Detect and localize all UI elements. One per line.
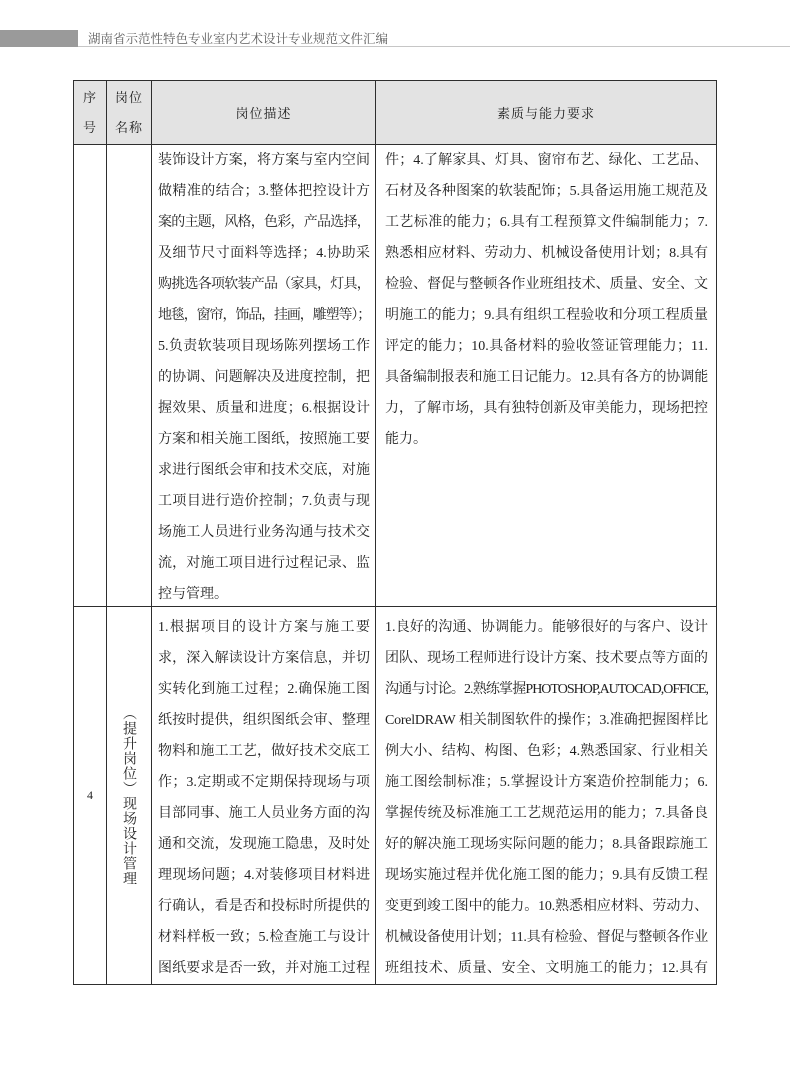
position-name-cell — [107, 607, 152, 985]
text-line: 控与管理。 — [158, 587, 228, 602]
text-line: 件；4.了解家具、灯具、窗帘布艺、绿化、工艺品、 — [385, 153, 708, 168]
text-line: 场施工人员进行业务沟通与技术交 — [158, 525, 370, 540]
text-line: 团队、现场工程师进行设计方案、技术要点等方面的 — [385, 651, 708, 666]
text-line: 购挑选各项软装产品（家具，灯具， — [158, 277, 370, 292]
text-line: 通和交流，发现施工隐患，及时处 — [158, 837, 370, 852]
text-line: 能力。 — [385, 432, 427, 447]
text-line: 求进行图纸会审和技术交底，对施 — [158, 463, 370, 478]
running-header-title: 湖南省示范性特色专业室内艺术设计专业规范文件汇编 — [88, 31, 389, 46]
header-index-label: 号 — [82, 119, 97, 135]
header-cell-position — [107, 81, 152, 145]
text-line: 施工图绘制标准；5.掌握设计方案造价控制能力；6. — [385, 775, 708, 790]
text-line: 5.负责软装项目现场陈列摆场工作 — [158, 339, 370, 354]
text-line: 理现场问题；4.对装修项目材料进 — [158, 868, 370, 883]
text-line: 例大小、结构、构图、色彩；4.熟悉国家、行业相关 — [385, 744, 708, 759]
text-line: 装饰设计方案，将方案与室内空间 — [158, 153, 370, 168]
header-cell-index — [74, 81, 107, 145]
text-line: 实转化到施工过程；2.确保施工图 — [158, 682, 370, 697]
text-line: 1.根据项目的设计方案与施工要 — [158, 620, 370, 635]
text-line: CorelDRAW 相关制图软件的操作；3.准确把握图样比 — [385, 713, 708, 728]
header-description-label: 岗位描述 — [235, 106, 292, 121]
text-line: 求，深入解读设计方案信息，并切 — [158, 651, 370, 666]
header-position-label: 岗位 — [114, 89, 143, 105]
header-requirements-label: 素质与能力要求 — [496, 106, 595, 121]
text-line: 机械设备使用计划；11.具有检验、督促与整顿各作业 — [385, 930, 708, 945]
text-line: 行确认，看是否和投标时所提供的 — [158, 899, 370, 914]
text-line: 做精准的结合；3.整体把控设计方 — [158, 184, 370, 199]
text-line: 纸按时提供，组织图纸会审、整理 — [158, 713, 370, 728]
text-line: 方案和相关施工图纸，按照施工要 — [158, 432, 370, 447]
text-line: 好的解决施工现场实际问题的能力；8.具备跟踪施工 — [385, 837, 708, 852]
requirements-cell — [376, 145, 717, 607]
text-line: 地毯，窗帘，饰品，挂画，雕塑等）； — [158, 308, 370, 323]
header-cell-description — [152, 81, 376, 145]
text-line: 检验、督促与整顿各作业班组技术、质量、安全、文 — [385, 277, 708, 292]
header-index-label: 序 — [82, 89, 97, 105]
text-line: 熟悉相应材料、劳动力、机械设备使用计划；8.具有 — [385, 246, 708, 261]
text-line: 力，了解市场，具有独特创新及审美能力，现场把控 — [385, 401, 708, 416]
text-line: 具备编制报表和施工日记能力。12.具有各方的协调能 — [385, 370, 708, 385]
header-cell-requirements — [376, 81, 717, 145]
text-line: 评定的能力；10.具备材料的验收签证管理能力；11. — [385, 339, 708, 354]
position-name: （提升岗位）现场设计管理 — [121, 705, 137, 886]
text-line: 石材及各种图案的软装配饰；5.具备运用施工规范及 — [385, 184, 708, 199]
text-line: 1.良好的沟通、协调能力。能够很好的与客户、设计 — [385, 620, 708, 635]
text-line: 案的主题，风格，色彩，产品选择， — [158, 215, 370, 230]
text-line: 变更到竣工图中的能力。10.熟悉相应材料、劳动力、 — [385, 899, 708, 914]
index-cell — [74, 145, 107, 607]
description-cell — [152, 145, 376, 607]
position-name-cell — [107, 145, 152, 607]
row-index: 4 — [87, 788, 93, 802]
text-line: 目部同事、施工人员业务方面的沟 — [158, 806, 370, 821]
text-line: 作；3.定期或不定期保持现场与项 — [158, 775, 370, 790]
text-line: 掌握传统及标准施工工艺规范运用的能力；7.具备良 — [385, 806, 708, 821]
text-line: 握效果、质量和进度；6.根据设计 — [158, 401, 370, 416]
job-table — [73, 80, 717, 985]
text-line: 及细节尺寸面料等选择；4.协助采 — [158, 246, 370, 261]
requirements-cell — [376, 607, 717, 985]
text-line: 沟通与讨论。2.熟练掌握PHOTOSHOP,AUTOCAD,OFFICE, — [385, 682, 708, 697]
text-line: 明施工的能力；9.具有组织工程验收和分项工程质量 — [385, 308, 708, 323]
text-line: 工项目进行造价控制；7.负责与现 — [158, 494, 370, 509]
index-cell — [74, 607, 107, 985]
text-line: 工艺标准的能力；6.具有工程预算文件编制能力；7. — [385, 215, 708, 230]
text-line: 流，对施工项目进行过程记录、监 — [158, 556, 370, 571]
text-line: 班组技术、质量、安全、文明施工的能力；12.具有 — [385, 961, 708, 976]
text-line: 材料样板一致；5.检查施工与设计 — [158, 930, 370, 945]
text-line: 图纸要求是否一致，并对施工过程 — [158, 961, 370, 976]
text-line: 现场实施过程并优化施工图的能力；9.具有反馈工程 — [385, 868, 708, 883]
text-line: 物料和施工工艺，做好技术交底工 — [158, 744, 370, 759]
text-line: 的协调、问题解决及进度控制，把 — [158, 370, 370, 385]
description-cell — [152, 607, 376, 985]
header-bar — [0, 30, 78, 47]
header-position-label: 名称 — [114, 119, 143, 135]
